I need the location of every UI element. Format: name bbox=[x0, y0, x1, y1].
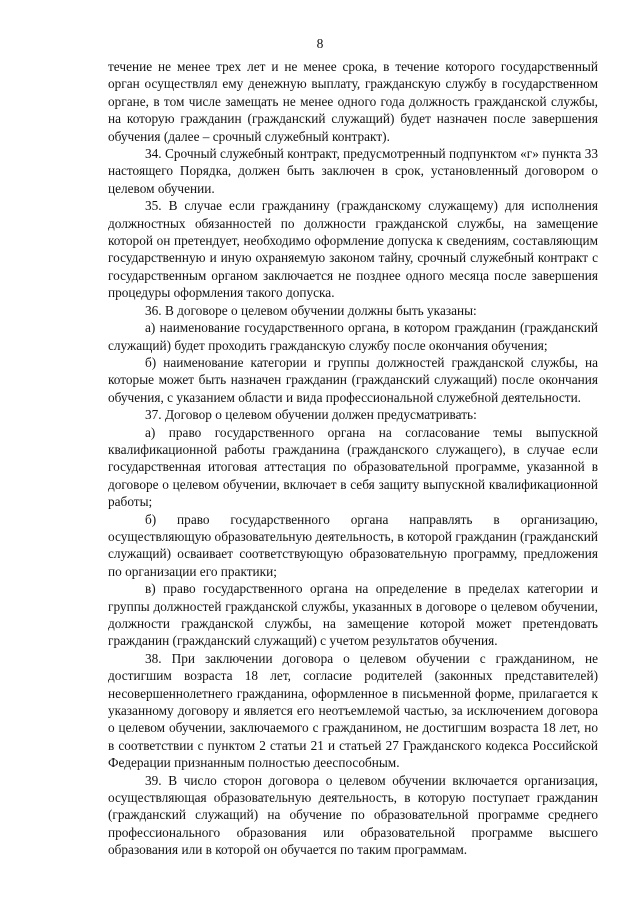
paragraph-36-b: б) наименование категории и группы должностей гражданской службы, на которые может быть назначен гражданин (гражданский служащий) после окончания обучения, с указанием области и вида профессиональной служебной деятельности. bbox=[108, 354, 598, 405]
paragraph-39: 39. В число сторон договора о целевом обучении включается организация, осуществляющая образовательную деятельность, в которую поступает гражданин (гражданский служащий) на обучение по образовательной программе среднего профессионального образования или образовательной программе высшего образования или в которой он обучается по таким программам. bbox=[108, 772, 598, 858]
paragraph-36-a: а) наименование государственного органа, в котором гражданин (гражданский служащий) будет проходить гражданскую службу после окончания обучения; bbox=[108, 320, 598, 353]
page-number: 8 bbox=[316, 36, 324, 51]
paragraph-37-b: б) право государственного органа направлять в организацию, осуществляющую образовательную деятельность, в которой гражданин (гражданский служащий) осваивает соответствующую образовательную программу, предложения по организации его практики; bbox=[108, 511, 598, 579]
paragraph-continuation: течение не менее трех лет и не менее срока, в течение которого государственный орган осуществлял ему денежную выплату, гражданскую службу в государственном органе, в том числе замещать не менее одного года должность гражданской службы, на которую гражданин (гражданский служащий) будет назначен после завершения обучения (далее – срочный служебный контракт). bbox=[108, 59, 598, 144]
paragraph-37-v: в) право государственного органа на определение в пределах категории и группы должностей гражданской службы, указанных в договоре о целевом обучении, должности гражданской службы, на замещение которой может претендовать гражданин (гражданский служащий) с учетом результатов обучения. bbox=[108, 581, 598, 649]
paragraph-34: 34. Срочный служебный контракт, предусмотренный подпунктом «г» пункта 33 настоящего Порядка, должен быть заключен в срок, установленный договором о целевом обучении. bbox=[108, 146, 598, 196]
paragraph-35: 35. В случае если гражданину (гражданскому служащему) для исполнения должностных обязанностей по должности гражданской службы, на замещение которой он претендует, необходимо оформление допуска к сведениям, составляющим государственную и иную охраняемую законом тайну, срочный служебный контракт с государственным органом заключается не позднее одного месяца после завершения процедуры оформления такого допуска. bbox=[108, 198, 598, 301]
paragraph-38: 38. При заключении договора о целевом обучении с гражданином, не достигшим возраста 18 лет, согласие родителей (законных представителей) несовершеннолетнего гражданина, оформленное в письменной форме, прилагается к указанному договору и является его неотъемлемой частью, за исключением договора о целевом обучении, заключаемого с гражданином, не достигшим возраста 18 лет, но в соответствии с пунктом 2 статьи 21 и статьей 27 Гражданского кодекса Российской Федерации признанным полностью дееспособным. bbox=[108, 650, 598, 771]
paragraph-37-a: а) право государственного органа на согласование темы выпускной квалификационной работы гражданина (гражданского служащего), в случае если государственная итоговая аттестация по образовательной программе, указанной в договоре о целевом обучении, включает в себя защиту выпускной квалификационной работы; bbox=[108, 424, 598, 510]
paragraph-37: 37. Договор о целевом обучении должен предусматривать: bbox=[145, 407, 477, 423]
paragraph-36: 36. В договоре о целевом обучении должны быть указаны: bbox=[145, 302, 477, 318]
document-body bbox=[108, 58, 598, 859]
